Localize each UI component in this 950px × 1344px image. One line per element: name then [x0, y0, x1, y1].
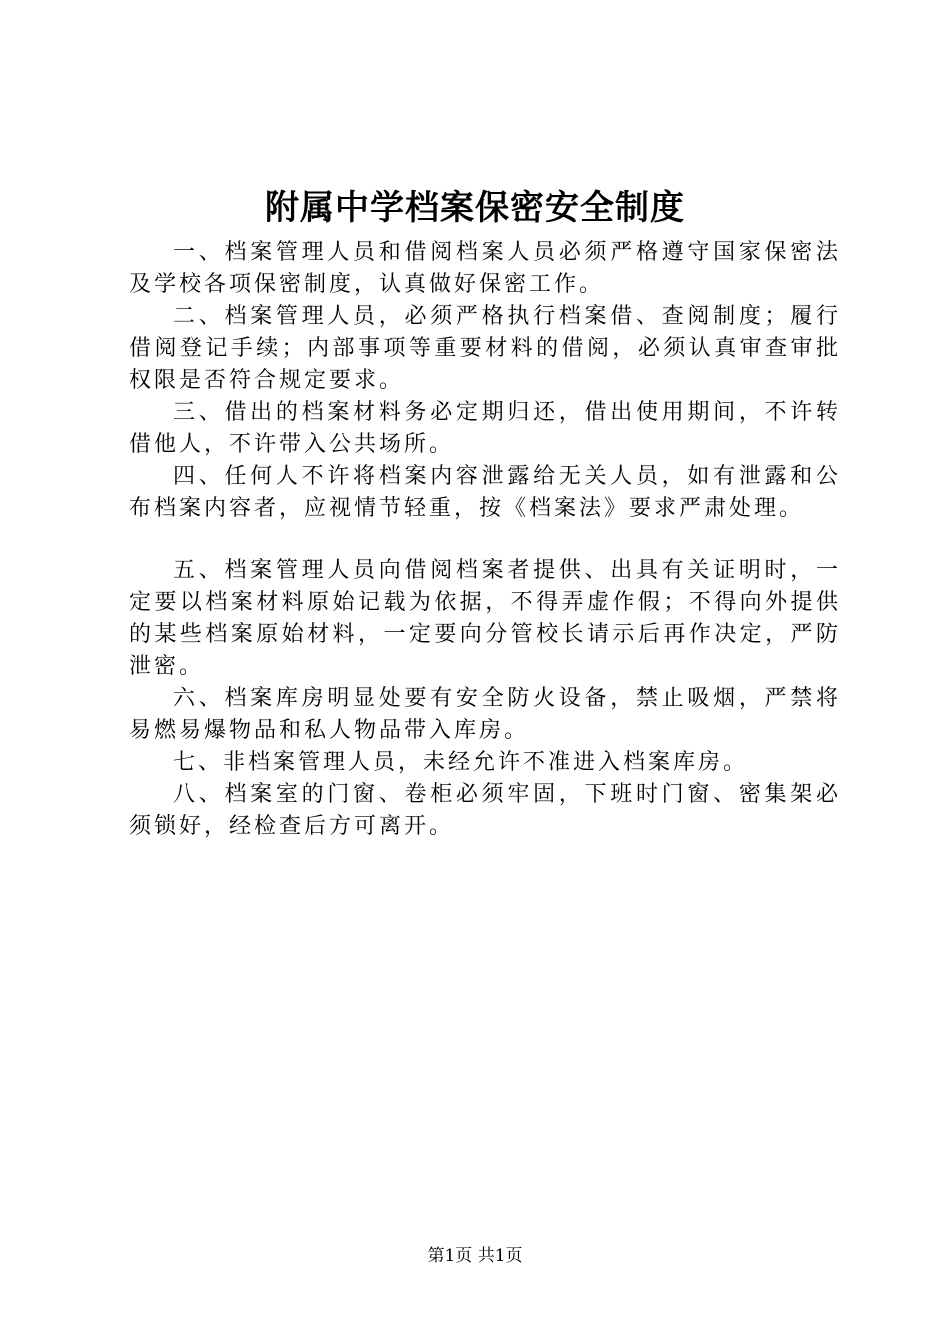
paragraph-4: 四、任何人不许将档案内容泄露给无关人员，如有泄露和公布档案内容者，应视情节轻重，按《档案法》要求严肃处理。	[129, 464, 841, 521]
paragraph-5: 五、档案管理人员向借阅档案者提供、出具有关证明时，一定要以档案材料原始记载为依据，不得弄虚作假；不得向外提供的某些档案原始材料，一定要向分管校长请示后再作决定，严防泄密。	[129, 558, 841, 679]
document-title: 附属中学档案保密安全制度	[265, 188, 685, 228]
paragraph-6: 六、档案库房明显处要有安全防火设备，禁止吸烟，严禁将易燃易爆物品和私人物品带入库房。	[129, 686, 841, 743]
paragraph-3: 三、借出的档案材料务必定期归还，借出使用期间，不许转借他人，不许带入公共场所。	[129, 400, 841, 457]
paragraph-7: 七、非档案管理人员，未经允许不准进入档案库房。	[173, 750, 749, 775]
paragraph-2: 二、档案管理人员，必须严格执行档案借、查阅制度；履行借阅登记手续；内部事项等重要材料的借阅，必须认真审查审批权限是否符合规定要求。	[129, 304, 841, 393]
page-footer: 第1页 共1页	[427, 1246, 523, 1266]
paragraph-8: 八、档案室的门窗、卷柜必须牢固，下班时门窗、密集架必须锁好，经检查后方可离开。	[129, 782, 841, 839]
document-body	[129, 237, 841, 843]
paragraph-1: 一、档案管理人员和借阅档案人员必须严格遵守国家保密法及学校各项保密制度，认真做好保密工作。	[129, 240, 841, 297]
